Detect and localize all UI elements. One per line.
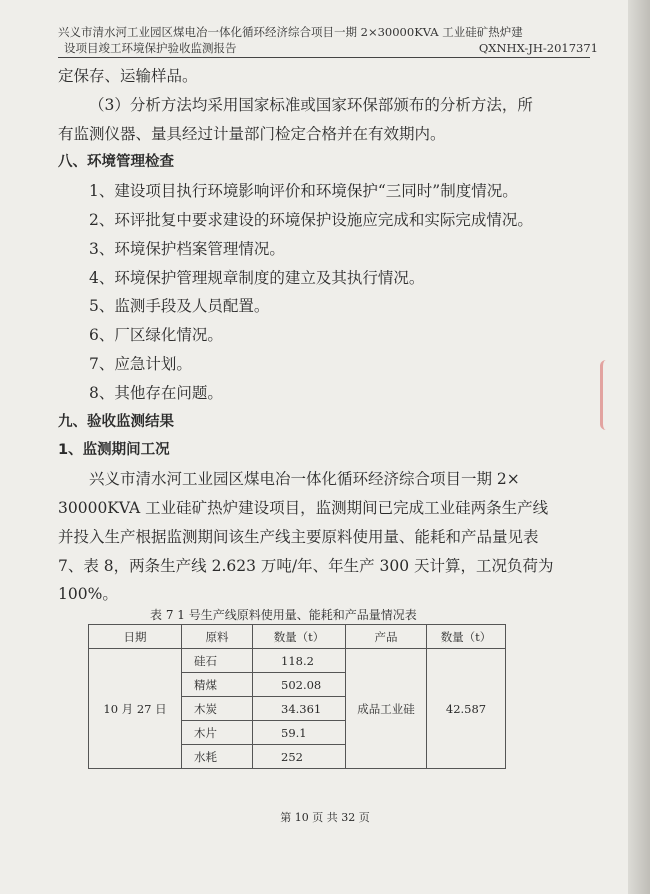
cell-material: 硅石 xyxy=(182,649,253,673)
section-9-sub-heading: 1、监测期间工况 xyxy=(58,442,170,459)
header-title-line2 xyxy=(58,40,598,56)
cell-quantity: 118.2 xyxy=(253,649,346,673)
paragraph-analysis-method-cont: 有监测仪器、量具经过计量部门检定合格并在有效期内。 xyxy=(58,124,446,143)
section-8-item: 6、厂区绿化情况。 xyxy=(89,326,223,345)
section-9-paragraph: 30000KVA 工业硅矿热炉建设项目，监测期间已完成工业硅两条生产线 xyxy=(58,498,549,517)
section-8-item: 1、建设项目执行环境影响评价和环境保护“三同时”制度情况。 xyxy=(89,182,518,201)
table-header-row xyxy=(89,625,506,649)
section-8-item: 3、环境保护档案管理情况。 xyxy=(89,239,285,258)
cell-material: 水耗 xyxy=(182,745,253,769)
header-quantity: 数量（t） xyxy=(253,625,346,649)
header-divider xyxy=(58,57,590,58)
cell-material: 精煤 xyxy=(182,673,253,697)
cell-quantity: 252 xyxy=(253,745,346,769)
page-edge-shadow xyxy=(628,0,650,894)
section-9-paragraph: 100%。 xyxy=(58,585,118,604)
section-8-item: 4、环境保护管理规章制度的建立及其执行情况。 xyxy=(89,268,425,287)
paragraph-continuation: 定保存、运输样品。 xyxy=(58,67,198,85)
header-title-cont: 设项目竣工环境保护验收监测报告 xyxy=(64,41,237,55)
cell-product: 成品工业硅 xyxy=(346,649,427,769)
cell-quantity: 34.361 xyxy=(253,697,346,721)
cell-date: 10 月 27 日 xyxy=(89,649,182,769)
section-8-item: 8、其他存在问题。 xyxy=(89,383,223,402)
production-table xyxy=(88,624,506,769)
report-header xyxy=(58,24,598,56)
cell-product-quantity: 42.587 xyxy=(427,649,506,769)
paragraph-analysis-method: （3）分析方法均采用国家标准或国家环保部颁布的分析方法，所 xyxy=(89,95,533,114)
section-9-paragraph: 并投入生产根据监测期间该生产线主要原料使用量、能耗和产品量见表 xyxy=(58,527,539,546)
header-report-code: QXNHX-JH-2017371 xyxy=(478,41,598,55)
table-caption: 表 7 1 号生产线原料使用量、能耗和产品量情况表 xyxy=(150,608,417,622)
cell-quantity: 59.1 xyxy=(253,721,346,745)
body-text xyxy=(58,62,598,609)
header-product-quantity: 数量（t） xyxy=(427,625,506,649)
table-row xyxy=(89,649,506,673)
section-8-item: 5、监测手段及人员配置。 xyxy=(89,297,270,316)
red-seal-mark xyxy=(600,360,625,430)
section-8-heading: 八、环境管理检查 xyxy=(58,154,174,171)
section-9-paragraph: 7、表 8，两条生产线 2.623 万吨/年、年生产 300 天计算，工况负荷为 xyxy=(58,556,554,575)
header-date: 日期 xyxy=(89,625,182,649)
section-9-heading: 九、验收监测结果 xyxy=(58,413,174,430)
section-8-item: 2、环评批复中要求建设的环境保护设施应完成和实际完成情况。 xyxy=(89,210,533,229)
cell-quantity: 502.08 xyxy=(253,673,346,697)
page-number: 第 10 页 共 32 页 xyxy=(280,811,370,824)
cell-material: 木片 xyxy=(182,721,253,745)
section-9-paragraph: 兴义市清水河工业园区煤电冶一体化循环经济综合项目一期 2× xyxy=(89,470,520,489)
header-material: 原料 xyxy=(182,625,253,649)
cell-material: 木炭 xyxy=(182,697,253,721)
header-title-line1: 兴义市清水河工业园区煤电冶一体化循环经济综合项目一期 2×30000KVA 工业硅矿热炉建 xyxy=(58,25,523,39)
section-8-item: 7、应急计划。 xyxy=(89,354,192,373)
header-product: 产品 xyxy=(346,625,427,649)
